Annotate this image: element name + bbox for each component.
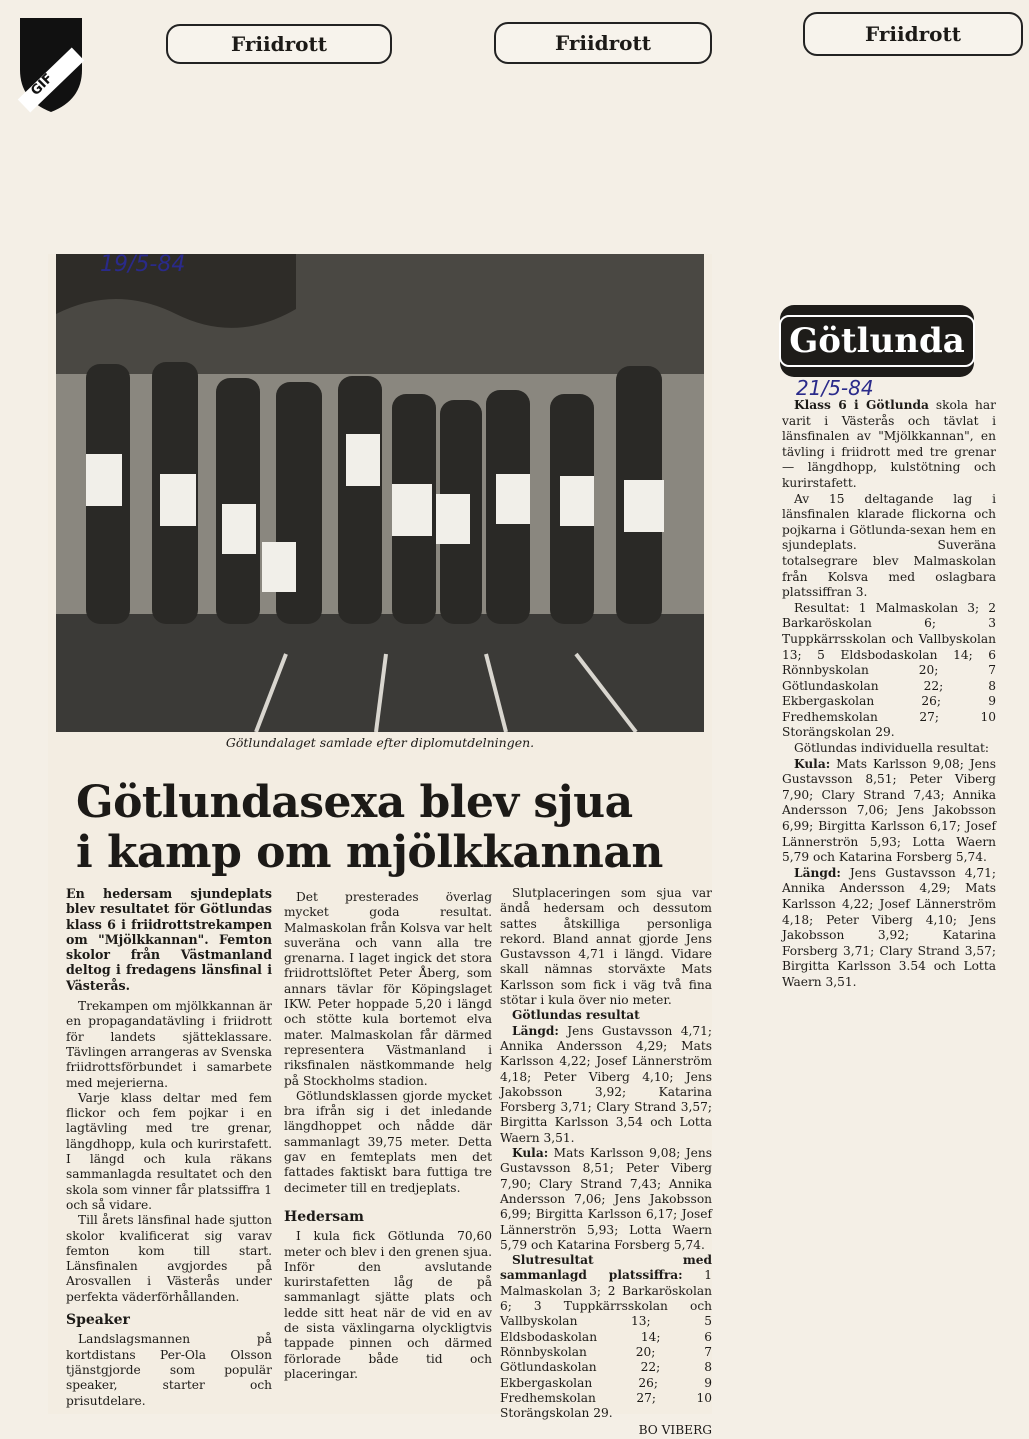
results-kula: Kula: Mats Karlsson 9,08; Jens Gustavsson 8,51; Peter Viberg 7,90; Clary Strand 7,43; Annika Andersson 7,06; Jens Jakobsson 6,99; Birgitta Karlsson 6,17; Josef Lännerströn 5,93; Lotta Waern 5,79 och Katarina Forsberg 5,74. bbox=[500, 1146, 713, 1252]
article-paragraph: Till årets länsfinal hade sjutton skolor kvalificerat sig varav femton kom till start. Länsfinalen avgjordes på Arosvallen i Västerås under perfekta väderförhållanden. bbox=[66, 1213, 272, 1304]
article-paragraph: Landslagsmannen på kortdistans Per-Ola Olsson tjänstgjorde som populär speaker, starter och prisutdelare. bbox=[66, 1332, 272, 1408]
byline: BO VIBERG bbox=[638, 1423, 712, 1438]
headline bbox=[76, 778, 716, 878]
side-title-box bbox=[780, 305, 974, 377]
results-total: Slutresultat med sammanlagd platssiffra: 1 Malmaskolan 3; 2 Barkaröskolan 6; 3 Tuppkärrsskolan och Vallbyskolan 13; 5 Eldsbodaskolan 14; 6 Rönnbyskolan 20; 7 Götlundaskolan 22; 8 Ekbergaskolan 26; 9 Fredhemskolan 27; 10 Storängskolan 29. bbox=[500, 1253, 712, 1421]
headline-line-1: Götlundasexa blev sjua bbox=[76, 777, 633, 828]
article-paragraph: Det presterades överlag mycket goda resultat. Malmaskolan från Kolsva var helt suveräna och vann alla tre grenarna. I laget ingick det stora friidrottslöftet Peter Åberg, som annars tävlar för Köpingslaget IKW. Peter hoppade 5,20 i längd och stötte kula bortemot elva mater. Malmaskolan får därmed representera Västmanland i riksfinalen nästkommande helg på Stockholms stadion. bbox=[284, 890, 492, 1088]
article-column-1 bbox=[66, 886, 272, 1409]
article-column-2 bbox=[284, 890, 492, 1382]
side-paragraph: Klass 6 i Götlunda skola har varit i Västerås och tävlat i länsfinalen av "Mjölkkannan", en tävling i friidrott med tre grenar — längdhopp, kulstötning och kurirstafett. bbox=[782, 398, 996, 490]
side-paragraph: Av 15 deltagande lag i länsfinalen klarade flickorna och pojkarna i Götlunda-sexan hem en sjundeplats. Suveräna totalsegrare blev Malmaskolan från Kolsva med oslagbara platssiffran 3. bbox=[782, 491, 996, 600]
article-paragraph: Slutplaceringen som sjua var ändå hedersam och dessutom sattes åtskilliga personliga rekord. Bland annat gjorde Jens Gustavsson 4,71 i längd. Vidare skall nämnas storväxte Mats Karlsson som fick i väg två fina stötar i kula över nio meter. bbox=[500, 886, 712, 1008]
subheading-speaker: Speaker bbox=[66, 1312, 130, 1329]
article-lead: En hedersam sjundeplats blev resultatet för Götlundas klass 6 i friidrottstrekampen om "Mjölkkannan". Femton skolor från Västmanland deltog i fredagens länsfinal i Västerås. bbox=[66, 886, 272, 993]
photo-caption: Götlundalaget samlade efter diplomutdelningen. bbox=[225, 735, 535, 750]
handwritten-date-side: 21/5-84 bbox=[796, 376, 874, 400]
article-paragraph: Varje klass deltar med fem flickor och fem pojkar i en lagtävling med tre grenar, längdhopp, kula och kurirstafett. I längd och kula räkans sammanlagda resultatet och den skola som vinner får platssiffra 1 och så vidare. bbox=[66, 1090, 272, 1212]
side-kula: Kula: Mats Karlsson 9,08; Jens Gustavsson 8,51; Peter Viberg 7,90; Clary Strand 7,43; Annika Andersson 7,06; Jens Jakobsson 6,99; Birgitta Karlsson 6,17; Josef Lännerströn 5,93; Lotta Waern 5,79 och Katarina Forsberg 5,74. bbox=[782, 756, 997, 865]
section-tab-friidrott-3: Friidrott bbox=[803, 12, 1023, 56]
logo-text: GIF bbox=[28, 70, 57, 99]
team-photo bbox=[56, 254, 704, 732]
club-logo bbox=[14, 14, 88, 116]
article-paragraph: Trekampen om mjölkkannan är en propagandatävling i friidrott för landets sjätteklassare. Tävlingen arrangeras av Svenska friidrottsförbundet i samarbete med mejerierna. bbox=[66, 999, 272, 1090]
side-title: Götlunda bbox=[779, 315, 975, 367]
results-title: Götlundas resultat bbox=[512, 1008, 640, 1023]
article-column-3 bbox=[500, 886, 712, 1439]
side-article bbox=[782, 398, 996, 991]
side-paragraph: Resultat: 1 Malmaskolan 3; 2 Barkaröskolan 6; 3 Tuppkärrsskolan och Vallbyskolan 13; 5 Eldsbodaskolan 14; 6 Rönnbyskolan 20; 7 Götlundaskolan 22; 8 Ekbergaskolan 26; 9 Fredhemskolan 27; 10 Storängskolan 29. bbox=[782, 600, 996, 740]
subheading-hedersam: Hedersam bbox=[284, 1208, 364, 1225]
side-paragraph: Götlundas individuella resultat: bbox=[794, 741, 989, 756]
handwritten-date-main: 19/5-84 bbox=[100, 252, 186, 277]
article-paragraph: Götlundsklassen gjorde mycket bra ifrån sig i det inledande längdhoppet och nådde där sammanlagt 39,75 meter. Detta gav en femteplats men det fattades faktiskt bara futtiga tre decimeter till en tredjeplats. bbox=[284, 1088, 492, 1195]
headline-line-2: i kamp om mjölkkannan bbox=[76, 827, 663, 878]
article-paragraph: I kula fick Götlunda 70,60 meter och blev i den grenen sjua. Inför den avslutande kurirstafetten låg de på sammanlagt sjätte plats och ledde sitt heat när de vid en av de sista växlingarna olyckligtvis tappade pinnen och därmed förlorade både tid och placeringar. bbox=[284, 1229, 492, 1381]
results-langd: Längd: Jens Gustavsson 4,71; Annika Andersson 4,29; Mats Karlsson 4,22; Josef Lännerström 4,18; Peter Viberg 4,10; Jens Jakobsson 3,92; Katarina Forsberg 3,71; Clary Strand 3,57; Birgitta Karlsson 3,54 och Lotta Waern 3,51. bbox=[500, 1023, 713, 1145]
side-langd: Längd: Jens Gustavsson 4,71; Annika Andersson 4,29; Mats Karlsson 4,22; Josef Lännerström 4,18; Peter Viberg 4,10; Jens Jakobsson 3,92; Katarina Forsberg 3,71; Clary Strand 3,57; Birgitta Karlsson 3.54 och Lotta Waern 3,51. bbox=[782, 865, 996, 989]
section-tab-friidrott-2: Friidrott bbox=[494, 22, 712, 64]
section-tab-friidrott-1: Friidrott bbox=[166, 24, 392, 64]
